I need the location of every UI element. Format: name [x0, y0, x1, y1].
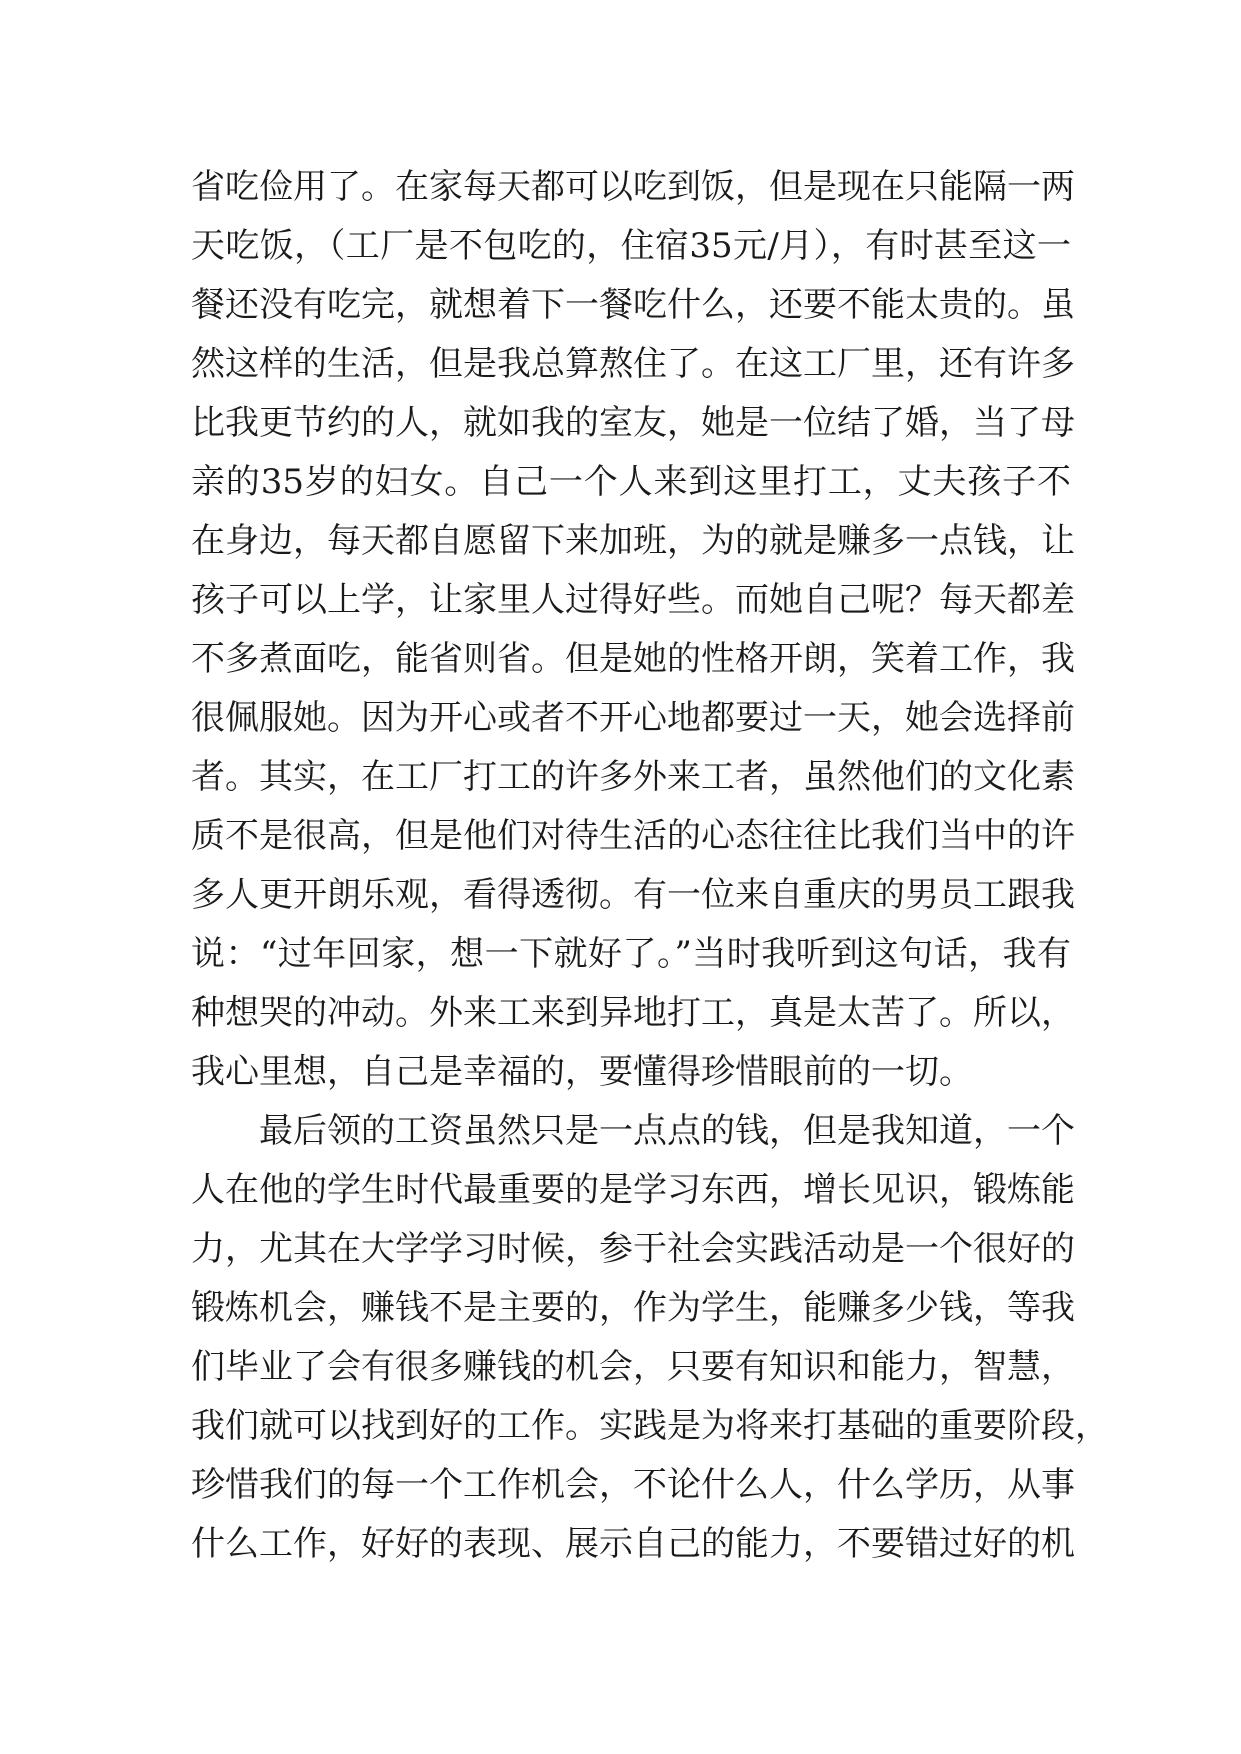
text-line: 力，尤其在大学学习时候，参于社会实践活动是一个很好的: [191, 1229, 1075, 1269]
text-line: 孩子可以上学，让家里人过得好些。而她自己呢？每天都差: [191, 580, 1075, 620]
text-line: 种想哭的冲动。外来工来到异地打工，真是太苦了。所以，: [191, 993, 1075, 1033]
text-line: 人在他的学生时代最重要的是学习东西，增长见识，锻炼能: [191, 1170, 1075, 1210]
text-line: 我心里想，自己是幸福的，要懂得珍惜眼前的一切。: [191, 1052, 973, 1092]
text-line: 我们就可以找到好的工作。实践是为将来打基础的重要阶段，: [191, 1406, 1109, 1446]
text-line: 多人更开朗乐观，看得透彻。有一位来自重庆的男员工跟我: [191, 875, 1075, 915]
text-line: 者。其实，在工厂打工的许多外来工者，虽然他们的文化素: [191, 757, 1075, 797]
text-line: 最后领的工资虽然只是一点点的钱，但是我知道，一个: [259, 1111, 1075, 1151]
text-line: 不多煮面吃，能省则省。但是她的性格开朗，笑着工作，我: [191, 639, 1075, 679]
text-line: 们毕业了会有很多赚钱的机会，只要有知识和能力，智慧，: [191, 1347, 1075, 1387]
text-line: 在身边，每天都自愿留下来加班，为的就是赚多一点钱，让: [191, 521, 1075, 561]
text-line: 然这样的生活，但是我总算熬住了。在这工厂里，还有许多: [191, 344, 1075, 384]
text-line: 省吃俭用了。在家每天都可以吃到饭，但是现在只能隔一两: [191, 167, 1075, 207]
text-line: 质不是很高，但是他们对待生活的心态往往比我们当中的许: [191, 816, 1075, 856]
text-line: 比我更节约的人，就如我的室友，她是一位结了婚，当了母: [191, 403, 1075, 443]
text-line: 亲的35岁的妇女。自己一个人来到这里打工，丈夫孩子不: [191, 462, 1071, 502]
text-line: 餐还没有吃完，就想着下一餐吃什么，还要不能太贵的。虽: [191, 285, 1075, 325]
text-line: 什么工作，好好的表现、展示自己的能力，不要错过好的机: [191, 1524, 1075, 1564]
text-line: 天吃饭，（工厂是不包吃的，住宿35元/月），有时甚至这一: [191, 226, 1071, 266]
text-line: 说：“过年回家，想一下就好了。”当时我听到这句话，我有: [191, 934, 1071, 974]
text-line: 珍惜我们的每一个工作机会，不论什么人，什么学历，从事: [191, 1465, 1075, 1505]
text-line: 很佩服她。因为开心或者不开心地都要过一天，她会选择前: [191, 698, 1075, 738]
text-line: 锻炼机会，赚钱不是主要的，作为学生，能赚多少钱，等我: [191, 1288, 1075, 1328]
body-text: [191, 158, 1109, 1574]
